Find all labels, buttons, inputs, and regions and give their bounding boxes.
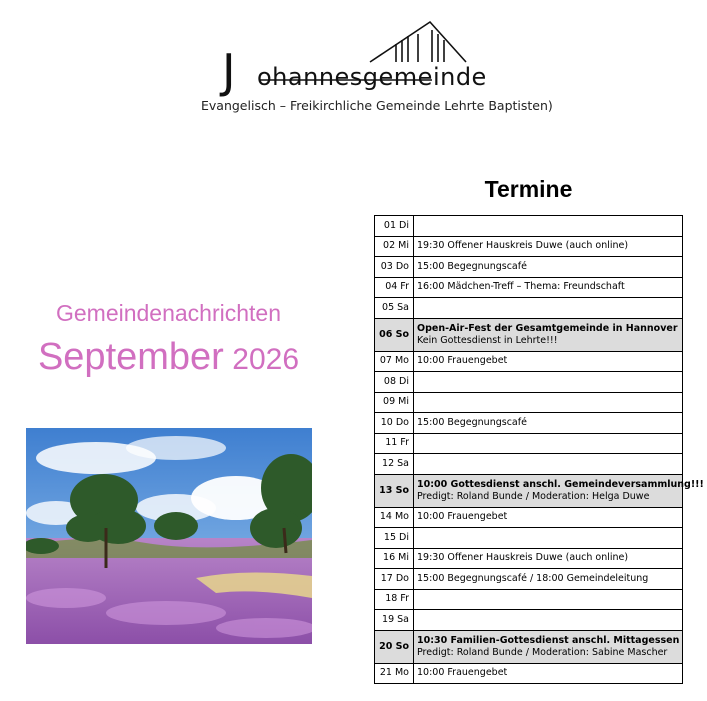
termine-day: 12 Sa <box>375 454 414 475</box>
termine-event-detail: Kein Gottesdienst in Lehrte!!! <box>417 334 558 346</box>
termine-day: 20 So <box>375 630 414 663</box>
termine-row <box>375 569 683 590</box>
termine-row <box>375 392 683 413</box>
termine-event <box>414 454 683 475</box>
termine-heading: Termine <box>484 176 573 202</box>
termine-day: 03 Do <box>375 257 414 278</box>
termine-row <box>375 351 683 372</box>
termine-day: 09 Mi <box>375 392 414 413</box>
termine-event <box>414 569 683 590</box>
termine-row <box>375 216 683 237</box>
termine-event <box>414 298 683 319</box>
termine-row <box>375 663 683 684</box>
termine-event <box>414 318 683 351</box>
newsletter-month <box>0 336 337 379</box>
termine-event <box>414 257 683 278</box>
termine-event-line: 10:00 Gottesdienst anschl. Gemeindeversammlung!!! <box>417 478 704 490</box>
termine-event <box>414 663 683 684</box>
termine-day: 18 Fr <box>375 589 414 610</box>
termine-event-line: 10:00 Frauengebet <box>417 355 508 367</box>
termine-event-line: 10:30 Familien-Gottesdienst anschl. Mittagessen <box>417 634 680 646</box>
termine-row <box>375 528 683 549</box>
termine-table <box>374 215 704 684</box>
termine-event-line: 15:00 Begegnungscafé <box>417 416 527 428</box>
termine-day: 02 Mi <box>375 236 414 257</box>
termine-event <box>414 392 683 413</box>
termine-row <box>375 372 683 393</box>
termine-row <box>375 257 683 278</box>
termine-row <box>375 474 683 507</box>
termine-event-line: 19:30 Offener Hauskreis Duwe (auch online) <box>417 240 629 252</box>
termine-event <box>414 236 683 257</box>
termine-day: 11 Fr <box>375 433 414 454</box>
month-label: September <box>37 336 224 378</box>
termine-event-detail: Predigt: Roland Bunde / Moderation: Helga Duwe <box>417 490 650 502</box>
termine-row <box>375 507 683 528</box>
termine-event <box>414 277 683 298</box>
termine-row <box>375 454 683 475</box>
termine-row <box>375 548 683 569</box>
termine-day: 01 Di <box>375 216 414 237</box>
termine-event-line: Open-Air-Fest der Gesamtgemeinde in Hannover <box>417 322 678 334</box>
termine-row <box>375 236 683 257</box>
termine-day: 19 Sa <box>375 610 414 631</box>
termine-day: 07 Mo <box>375 351 414 372</box>
termine-event-line: 16:00 Mädchen-Treff – Thema: Freundschaft <box>417 281 625 293</box>
termine-event-line: 19:30 Offener Hauskreis Duwe (auch online) <box>417 552 629 564</box>
termine-day: 05 Sa <box>375 298 414 319</box>
termine-event <box>414 548 683 569</box>
termine-event <box>414 216 683 237</box>
termine-event <box>414 507 683 528</box>
termine-event <box>414 413 683 434</box>
termine-event <box>414 528 683 549</box>
termine-day: 04 Fr <box>375 277 414 298</box>
church-subtitle: Evangelisch – Freikirchliche Gemeinde Lehrte Baptisten) <box>201 98 553 113</box>
termine-event-line: 15:00 Begegnungscafé / 18:00 Gemeindeleitung <box>417 572 649 584</box>
termine-row <box>375 413 683 434</box>
termine-event <box>414 351 683 372</box>
termine-event <box>414 372 683 393</box>
termine-event <box>414 630 683 663</box>
termine-day: 10 Do <box>375 413 414 434</box>
termine-event <box>414 474 704 507</box>
termine-event-detail: Predigt: Roland Bunde / Moderation: Sabine Mascher <box>417 646 668 658</box>
termine-event-line: 15:00 Begegnungscafé <box>417 260 527 272</box>
logo-wordmark: ohannesgemeinde <box>257 63 487 91</box>
termine-event <box>414 610 683 631</box>
heathland-landscape-photo <box>26 428 312 644</box>
termine-row <box>375 610 683 631</box>
termine-row <box>375 277 683 298</box>
termine-row <box>375 433 683 454</box>
termine-day: 13 So <box>375 474 414 507</box>
termine-day: 15 Di <box>375 528 414 549</box>
newsletter-title: Gemeindenachrichten <box>55 300 282 326</box>
logo-initial: J <box>222 44 236 98</box>
termine-event <box>414 433 683 454</box>
termine-day: 06 So <box>375 318 414 351</box>
termine-event <box>414 589 683 610</box>
termine-day: 16 Mi <box>375 548 414 569</box>
termine-day: 17 Do <box>375 569 414 590</box>
termine-event-line: 10:00 Frauengebet <box>417 667 508 679</box>
termine-row <box>375 630 683 663</box>
year-label: 2026 <box>232 343 300 376</box>
termine-day: 21 Mo <box>375 663 414 684</box>
termine-event-line: 10:00 Frauengebet <box>417 511 508 523</box>
termine-row <box>375 318 683 351</box>
termine-day: 08 Di <box>375 372 414 393</box>
termine-row <box>375 589 683 610</box>
termine-day: 14 Mo <box>375 507 414 528</box>
termine-row <box>375 298 683 319</box>
